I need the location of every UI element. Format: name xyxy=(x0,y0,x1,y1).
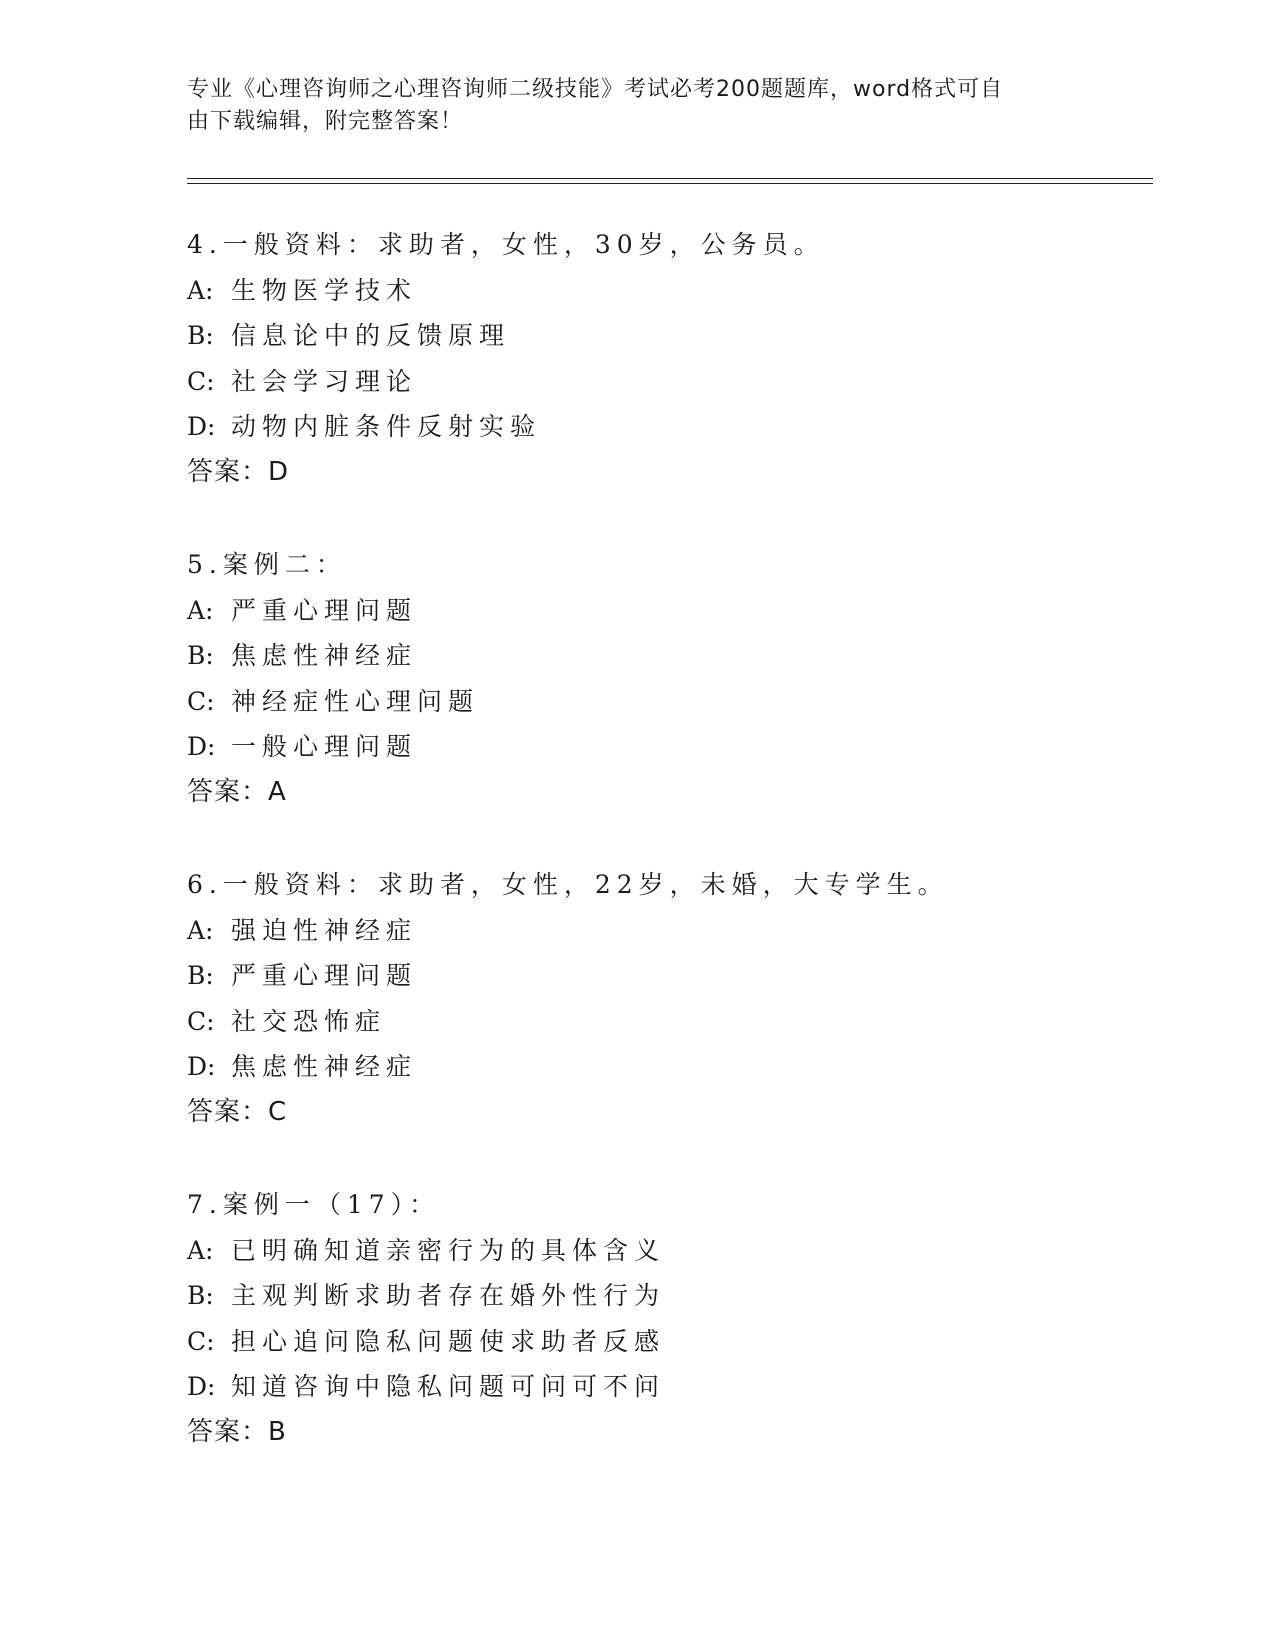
option-b xyxy=(187,313,1087,359)
document-header xyxy=(187,74,1067,138)
question-stem: 5.案例二： xyxy=(187,550,347,579)
option-letter: A: xyxy=(187,915,214,945)
option-text: 生物医学技术 xyxy=(231,275,418,305)
answer-line: 答案：A xyxy=(187,776,287,807)
answer-line: 答案：B xyxy=(187,1416,287,1447)
option-c xyxy=(187,359,1087,405)
question-stem: 6.一般资料：求助者，女性，22岁，未婚，大专学生。 xyxy=(187,870,949,899)
option-d xyxy=(187,1044,1087,1090)
question-block xyxy=(187,862,1087,1135)
option-letter: D: xyxy=(187,1052,216,1081)
option-d xyxy=(187,404,1087,450)
option-text: 动物内脏条件反射实验 xyxy=(231,412,542,441)
option-text: 神经症性心理问题 xyxy=(231,686,480,716)
option-d xyxy=(187,1364,1087,1410)
option-text: 一般心理问题 xyxy=(231,732,418,761)
option-a xyxy=(187,1228,1087,1274)
option-letter: A: xyxy=(187,595,214,625)
question-block xyxy=(187,222,1087,495)
option-text: 已明确知道亲密行为的具体含义 xyxy=(231,1235,666,1265)
question-stem: 4.一般资料：求助者，女性，30岁，公务员。 xyxy=(187,230,825,259)
option-a xyxy=(187,588,1087,634)
option-text: 社交恐怖症 xyxy=(231,1006,387,1036)
option-text: 严重心理问题 xyxy=(231,961,418,990)
answer-line: 答案：D xyxy=(187,456,290,487)
option-text: 严重心理问题 xyxy=(231,595,418,625)
option-text: 担心追问隐私问题使求助者反感 xyxy=(231,1326,666,1356)
option-text: 社会学习理论 xyxy=(231,366,418,396)
header-line-1: 专业《心理咨询师之心理咨询师二级技能》考试必考200题题库，word格式可自 xyxy=(187,77,1004,102)
option-letter: C: xyxy=(187,686,215,716)
option-letter: B: xyxy=(187,641,214,670)
option-d xyxy=(187,724,1087,770)
option-a xyxy=(187,268,1087,314)
answer-line: 答案：C xyxy=(187,1096,288,1127)
option-b xyxy=(187,1273,1087,1319)
option-letter: B: xyxy=(187,321,214,350)
question-stem: 7.案例一（17）： xyxy=(187,1190,441,1219)
option-text: 知道咨询中隐私问题可问可不问 xyxy=(231,1372,666,1401)
option-letter: D: xyxy=(187,732,216,761)
option-letter: B: xyxy=(187,1281,214,1310)
option-b xyxy=(187,953,1087,999)
option-letter: D: xyxy=(187,1372,216,1401)
header-divider-top xyxy=(187,178,1153,179)
option-letter: B: xyxy=(187,961,214,990)
question-block xyxy=(187,1182,1087,1455)
option-letter: A: xyxy=(187,1235,214,1265)
option-letter: A: xyxy=(187,275,214,305)
header-divider-bottom xyxy=(187,183,1153,184)
option-c xyxy=(187,1319,1087,1365)
option-text: 信息论中的反馈原理 xyxy=(231,321,511,350)
option-a xyxy=(187,908,1087,954)
question-block xyxy=(187,542,1087,815)
option-letter: C: xyxy=(187,1326,215,1356)
header-line-2: 由下载编辑，附完整答案！ xyxy=(187,109,464,134)
option-text: 焦虑性神经症 xyxy=(231,641,418,670)
option-letter: C: xyxy=(187,1006,215,1036)
option-c xyxy=(187,679,1087,725)
option-text: 强迫性神经症 xyxy=(231,915,418,945)
option-c xyxy=(187,999,1087,1045)
option-letter: C: xyxy=(187,366,215,396)
option-text: 焦虑性神经症 xyxy=(231,1052,418,1081)
option-b xyxy=(187,633,1087,679)
option-letter: D: xyxy=(187,412,216,441)
option-text: 主观判断求助者存在婚外性行为 xyxy=(231,1281,666,1310)
